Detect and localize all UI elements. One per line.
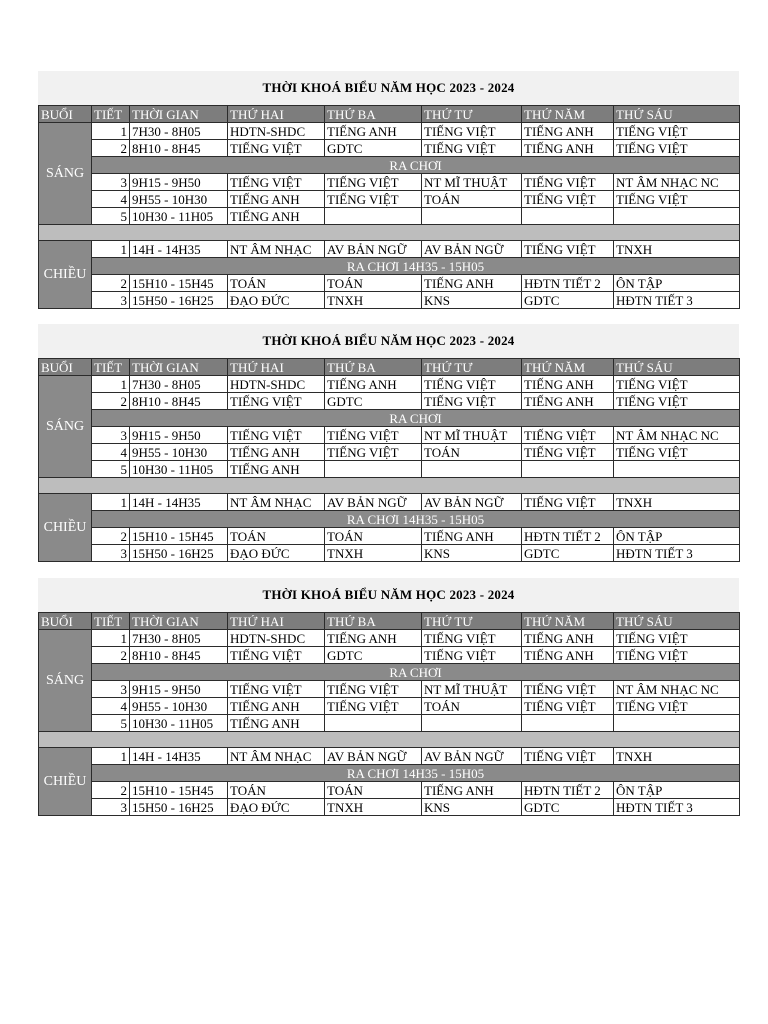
- subject-cell: GDTC: [522, 545, 614, 562]
- table-row: [39, 698, 740, 715]
- table-row: [39, 140, 740, 157]
- period-cell: 2: [92, 140, 130, 157]
- subject-cell: TIẾNG VIỆT: [422, 647, 522, 664]
- subject-cell: GDTC: [522, 799, 614, 816]
- subject-cell: HĐTN TIẾT 2: [522, 782, 614, 799]
- period-cell: 4: [92, 698, 130, 715]
- period-cell: 5: [92, 461, 130, 478]
- subject-cell: NT ÂM NHẠC NC: [614, 174, 740, 191]
- subject-cell: TIẾNG VIỆT: [325, 427, 422, 444]
- subject-cell: TIẾNG VIỆT: [614, 123, 740, 140]
- time-cell: 15H10 - 15H45: [130, 782, 228, 799]
- subject-cell: AV BẢN NGỮ: [325, 494, 422, 511]
- timetable-title: THỜI KHOÁ BIỂU NĂM HỌC 2023 - 2024: [262, 587, 515, 602]
- subject-cell: TIẾNG ANH: [522, 630, 614, 647]
- break-row: [39, 664, 740, 681]
- subject-cell: TIẾNG ANH: [422, 275, 522, 292]
- subject-cell: TIẾNG VIỆT: [228, 427, 325, 444]
- period-cell: 3: [92, 292, 130, 309]
- subject-cell: NT ÂM NHẠC: [228, 494, 325, 511]
- session-afternoon: CHIỀU: [39, 241, 92, 309]
- subject-cell: GDTC: [325, 140, 422, 157]
- separator-row: [39, 478, 740, 494]
- subject-cell: TOÁN: [228, 528, 325, 545]
- subject-cell: TIẾNG VIỆT: [228, 681, 325, 698]
- header-cell: BUỔI: [39, 613, 92, 630]
- subject-cell: TOÁN: [422, 444, 522, 461]
- subject-cell: TIẾNG VIỆT: [614, 140, 740, 157]
- subject-cell: AV BẢN NGỮ: [422, 494, 522, 511]
- subject-cell: TOÁN: [422, 698, 522, 715]
- session-afternoon: CHIỀU: [39, 494, 92, 562]
- time-cell: 14H - 14H35: [130, 241, 228, 258]
- subject-cell: TIẾNG VIỆT: [422, 140, 522, 157]
- subject-cell: TOÁN: [228, 275, 325, 292]
- header-cell: THỨ HAI: [228, 613, 325, 630]
- subject-cell: TIẾNG ANH: [228, 191, 325, 208]
- separator-cell: [39, 478, 740, 494]
- header-row: [39, 106, 740, 123]
- subject-cell: HDTN-SHDC: [228, 630, 325, 647]
- subject-cell: ÔN TẬP: [614, 528, 740, 545]
- subject-cell: ĐẠO ĐỨC: [228, 799, 325, 816]
- subject-cell: NT ÂM NHẠC: [228, 241, 325, 258]
- subject-cell: ĐẠO ĐỨC: [228, 292, 325, 309]
- period-cell: 3: [92, 681, 130, 698]
- subject-cell: TOÁN: [422, 191, 522, 208]
- header-cell: THỨ BA: [325, 106, 422, 123]
- break-label: RA CHƠI 14H35 - 15H05: [92, 765, 740, 782]
- time-cell: 9H55 - 10H30: [130, 698, 228, 715]
- subject-cell: ĐẠO ĐỨC: [228, 545, 325, 562]
- header-cell: THỨ TƯ: [422, 613, 522, 630]
- period-cell: 1: [92, 376, 130, 393]
- subject-cell: TIẾNG VIỆT: [614, 698, 740, 715]
- subject-cell: TIẾNG VIỆT: [422, 630, 522, 647]
- subject-cell: HDTN-SHDC: [228, 123, 325, 140]
- subject-cell: NT MĨ THUẬT: [422, 427, 522, 444]
- subject-cell: TIẾNG VIỆT: [228, 393, 325, 410]
- header-cell: BUỔI: [39, 359, 92, 376]
- timetable-title: THỜI KHOÁ BIỂU NĂM HỌC 2023 - 2024: [262, 80, 515, 95]
- time-cell: 9H55 - 10H30: [130, 444, 228, 461]
- header-cell: THỨ SÁU: [614, 359, 740, 376]
- subject-cell: TIẾNG VIỆT: [422, 123, 522, 140]
- period-cell: 2: [92, 647, 130, 664]
- time-cell: 10H30 - 11H05: [130, 715, 228, 732]
- table-row: [39, 123, 740, 140]
- subject-cell: TIẾNG VIỆT: [614, 191, 740, 208]
- period-cell: 1: [92, 748, 130, 765]
- subject-cell: TIẾNG ANH: [522, 123, 614, 140]
- subject-cell: ÔN TẬP: [614, 275, 740, 292]
- header-cell: TIẾT: [92, 359, 130, 376]
- subject-cell: TIẾNG VIỆT: [522, 191, 614, 208]
- table-row: [39, 647, 740, 664]
- break-row: [39, 765, 740, 782]
- separator-row: [39, 732, 740, 748]
- table-row: [39, 799, 740, 816]
- table-row: [39, 444, 740, 461]
- subject-cell: TOÁN: [325, 528, 422, 545]
- subject-cell: TIẾNG ANH: [325, 123, 422, 140]
- subject-cell: TOÁN: [325, 275, 422, 292]
- table-row: [39, 208, 740, 225]
- header-cell: THỨ TƯ: [422, 106, 522, 123]
- subject-cell: HĐTN TIẾT 3: [614, 545, 740, 562]
- header-cell: THỨ TƯ: [422, 359, 522, 376]
- period-cell: 3: [92, 799, 130, 816]
- break-label: RA CHƠI 14H35 - 15H05: [92, 258, 740, 275]
- subject-cell: TIẾNG VIỆT: [228, 140, 325, 157]
- subject-cell: HĐTN TIẾT 3: [614, 292, 740, 309]
- subject-cell: AV BẢN NGỮ: [422, 241, 522, 258]
- timetable-sheet: [38, 71, 739, 309]
- subject-cell: TIẾNG VIỆT: [614, 376, 740, 393]
- period-cell: 2: [92, 782, 130, 799]
- table-row: [39, 275, 740, 292]
- subject-cell: TIẾNG ANH: [522, 140, 614, 157]
- subject-cell: TIẾNG VIỆT: [325, 191, 422, 208]
- subject-cell: ÔN TẬP: [614, 782, 740, 799]
- subject-cell: TNXH: [614, 748, 740, 765]
- subject-cell: TIẾNG VIỆT: [614, 630, 740, 647]
- subject-cell: TIẾNG ANH: [228, 461, 325, 478]
- period-cell: 1: [92, 123, 130, 140]
- header-cell: BUỔI: [39, 106, 92, 123]
- period-cell: 4: [92, 444, 130, 461]
- subject-cell: [522, 208, 614, 225]
- separator-row: [39, 225, 740, 241]
- subject-cell: HĐTN TIẾT 2: [522, 275, 614, 292]
- subject-cell: TIẾNG VIỆT: [228, 647, 325, 664]
- time-cell: 8H10 - 8H45: [130, 647, 228, 664]
- time-cell: 10H30 - 11H05: [130, 461, 228, 478]
- timetable-sheet: [38, 578, 739, 816]
- table-row: [39, 748, 740, 765]
- header-cell: TIẾT: [92, 613, 130, 630]
- period-cell: 1: [92, 241, 130, 258]
- subject-cell: KNS: [422, 292, 522, 309]
- time-cell: 15H50 - 16H25: [130, 545, 228, 562]
- table-row: [39, 376, 740, 393]
- subject-cell: TOÁN: [325, 782, 422, 799]
- subject-cell: HĐTN TIẾT 2: [522, 528, 614, 545]
- subject-cell: TNXH: [325, 545, 422, 562]
- subject-cell: TIẾNG VIỆT: [228, 174, 325, 191]
- subject-cell: NT ÂM NHẠC NC: [614, 427, 740, 444]
- break-row: [39, 511, 740, 528]
- subject-cell: [422, 208, 522, 225]
- time-cell: 15H10 - 15H45: [130, 528, 228, 545]
- subject-cell: NT ÂM NHẠC NC: [614, 681, 740, 698]
- subject-cell: [614, 461, 740, 478]
- session-morning: SÁNG: [39, 123, 92, 225]
- period-cell: 2: [92, 275, 130, 292]
- table-row: [39, 681, 740, 698]
- subject-cell: AV BẢN NGỮ: [422, 748, 522, 765]
- time-cell: 7H30 - 8H05: [130, 630, 228, 647]
- subject-cell: TIẾNG ANH: [228, 715, 325, 732]
- period-cell: 5: [92, 208, 130, 225]
- header-cell: THỨ BA: [325, 359, 422, 376]
- time-cell: 9H15 - 9H50: [130, 681, 228, 698]
- subject-cell: TIẾNG VIỆT: [325, 681, 422, 698]
- header-cell: THỨ HAI: [228, 359, 325, 376]
- title-band: [38, 578, 739, 612]
- time-cell: 9H15 - 9H50: [130, 174, 228, 191]
- subject-cell: [522, 715, 614, 732]
- period-cell: 1: [92, 494, 130, 511]
- subject-cell: TIẾNG ANH: [228, 444, 325, 461]
- time-cell: 15H50 - 16H25: [130, 292, 228, 309]
- header-cell: THỨ SÁU: [614, 613, 740, 630]
- subject-cell: AV BẢN NGỮ: [325, 241, 422, 258]
- period-cell: 4: [92, 191, 130, 208]
- separator-cell: [39, 225, 740, 241]
- title-band: [38, 71, 739, 105]
- subject-cell: [325, 461, 422, 478]
- header-cell: THỨ BA: [325, 613, 422, 630]
- session-morning: SÁNG: [39, 630, 92, 732]
- header-cell: THỨ NĂM: [522, 359, 614, 376]
- header-cell: TIẾT: [92, 106, 130, 123]
- time-cell: 14H - 14H35: [130, 494, 228, 511]
- period-cell: 2: [92, 393, 130, 410]
- time-cell: 15H10 - 15H45: [130, 275, 228, 292]
- table-row: [39, 494, 740, 511]
- header-row: [39, 359, 740, 376]
- time-cell: 10H30 - 11H05: [130, 208, 228, 225]
- table-row: [39, 174, 740, 191]
- timetable-sheet: [38, 324, 739, 562]
- header-cell: THỨ NĂM: [522, 613, 614, 630]
- subject-cell: TNXH: [325, 799, 422, 816]
- subject-cell: TIẾNG VIỆT: [522, 681, 614, 698]
- timetable: [38, 105, 740, 309]
- break-label: RA CHƠI: [92, 410, 740, 427]
- table-row: [39, 393, 740, 410]
- subject-cell: GDTC: [522, 292, 614, 309]
- subject-cell: TIẾNG VIỆT: [422, 376, 522, 393]
- subject-cell: [325, 715, 422, 732]
- subject-cell: TIẾNG VIỆT: [522, 444, 614, 461]
- subject-cell: TIẾNG VIỆT: [522, 698, 614, 715]
- subject-cell: AV BẢN NGỮ: [325, 748, 422, 765]
- subject-cell: KNS: [422, 799, 522, 816]
- subject-cell: [422, 715, 522, 732]
- subject-cell: TIẾNG ANH: [228, 208, 325, 225]
- table-row: [39, 191, 740, 208]
- time-cell: 8H10 - 8H45: [130, 140, 228, 157]
- subject-cell: [325, 208, 422, 225]
- header-cell: THỨ HAI: [228, 106, 325, 123]
- break-row: [39, 258, 740, 275]
- subject-cell: HĐTN TIẾT 3: [614, 799, 740, 816]
- break-label: RA CHƠI: [92, 157, 740, 174]
- subject-cell: TIẾNG ANH: [522, 647, 614, 664]
- table-row: [39, 545, 740, 562]
- header-row: [39, 613, 740, 630]
- subject-cell: TNXH: [325, 292, 422, 309]
- subject-cell: [522, 461, 614, 478]
- subject-cell: TIẾNG VIỆT: [522, 241, 614, 258]
- table-row: [39, 461, 740, 478]
- subject-cell: TNXH: [614, 241, 740, 258]
- subject-cell: KNS: [422, 545, 522, 562]
- subject-cell: TIẾNG ANH: [228, 698, 325, 715]
- timetable-title: THỜI KHOÁ BIỂU NĂM HỌC 2023 - 2024: [262, 333, 515, 348]
- period-cell: 3: [92, 174, 130, 191]
- subject-cell: TIẾNG ANH: [422, 782, 522, 799]
- subject-cell: [614, 715, 740, 732]
- table-row: [39, 427, 740, 444]
- time-cell: 15H50 - 16H25: [130, 799, 228, 816]
- time-cell: 7H30 - 8H05: [130, 376, 228, 393]
- subject-cell: [614, 208, 740, 225]
- subject-cell: TIẾNG ANH: [422, 528, 522, 545]
- time-cell: 7H30 - 8H05: [130, 123, 228, 140]
- subject-cell: TNXH: [614, 494, 740, 511]
- session-morning: SÁNG: [39, 376, 92, 478]
- subject-cell: GDTC: [325, 393, 422, 410]
- timetable: [38, 612, 740, 816]
- subject-cell: HDTN-SHDC: [228, 376, 325, 393]
- subject-cell: TIẾNG VIỆT: [522, 427, 614, 444]
- separator-cell: [39, 732, 740, 748]
- header-cell: THỜI GIAN: [130, 106, 228, 123]
- header-cell: THỨ NĂM: [522, 106, 614, 123]
- subject-cell: TIẾNG VIỆT: [522, 494, 614, 511]
- subject-cell: TIẾNG VIỆT: [614, 647, 740, 664]
- header-cell: THỜI GIAN: [130, 359, 228, 376]
- table-row: [39, 630, 740, 647]
- table-row: [39, 715, 740, 732]
- subject-cell: TIẾNG VIỆT: [325, 174, 422, 191]
- period-cell: 2: [92, 528, 130, 545]
- subject-cell: NT MĨ THUẬT: [422, 174, 522, 191]
- break-label: RA CHƠI 14H35 - 15H05: [92, 511, 740, 528]
- header-cell: THỜI GIAN: [130, 613, 228, 630]
- subject-cell: TIẾNG ANH: [522, 393, 614, 410]
- table-row: [39, 528, 740, 545]
- period-cell: 3: [92, 427, 130, 444]
- table-row: [39, 241, 740, 258]
- subject-cell: [422, 461, 522, 478]
- subject-cell: NT MĨ THUẬT: [422, 681, 522, 698]
- period-cell: 1: [92, 630, 130, 647]
- title-band: [38, 324, 739, 358]
- subject-cell: TIẾNG VIỆT: [325, 698, 422, 715]
- subject-cell: TIẾNG VIỆT: [614, 444, 740, 461]
- subject-cell: TOÁN: [228, 782, 325, 799]
- subject-cell: GDTC: [325, 647, 422, 664]
- time-cell: 9H55 - 10H30: [130, 191, 228, 208]
- time-cell: 8H10 - 8H45: [130, 393, 228, 410]
- subject-cell: TIẾNG VIỆT: [522, 174, 614, 191]
- break-row: [39, 410, 740, 427]
- timetable: [38, 358, 740, 562]
- table-row: [39, 782, 740, 799]
- break-row: [39, 157, 740, 174]
- subject-cell: TIẾNG ANH: [522, 376, 614, 393]
- time-cell: 14H - 14H35: [130, 748, 228, 765]
- subject-cell: NT ÂM NHẠC: [228, 748, 325, 765]
- subject-cell: TIẾNG VIỆT: [522, 748, 614, 765]
- break-label: RA CHƠI: [92, 664, 740, 681]
- subject-cell: TIẾNG VIỆT: [614, 393, 740, 410]
- period-cell: 5: [92, 715, 130, 732]
- table-row: [39, 292, 740, 309]
- header-cell: THỨ SÁU: [614, 106, 740, 123]
- subject-cell: TIẾNG VIỆT: [325, 444, 422, 461]
- time-cell: 9H15 - 9H50: [130, 427, 228, 444]
- subject-cell: TIẾNG VIỆT: [422, 393, 522, 410]
- subject-cell: TIẾNG ANH: [325, 630, 422, 647]
- session-afternoon: CHIỀU: [39, 748, 92, 816]
- subject-cell: TIẾNG ANH: [325, 376, 422, 393]
- period-cell: 3: [92, 545, 130, 562]
